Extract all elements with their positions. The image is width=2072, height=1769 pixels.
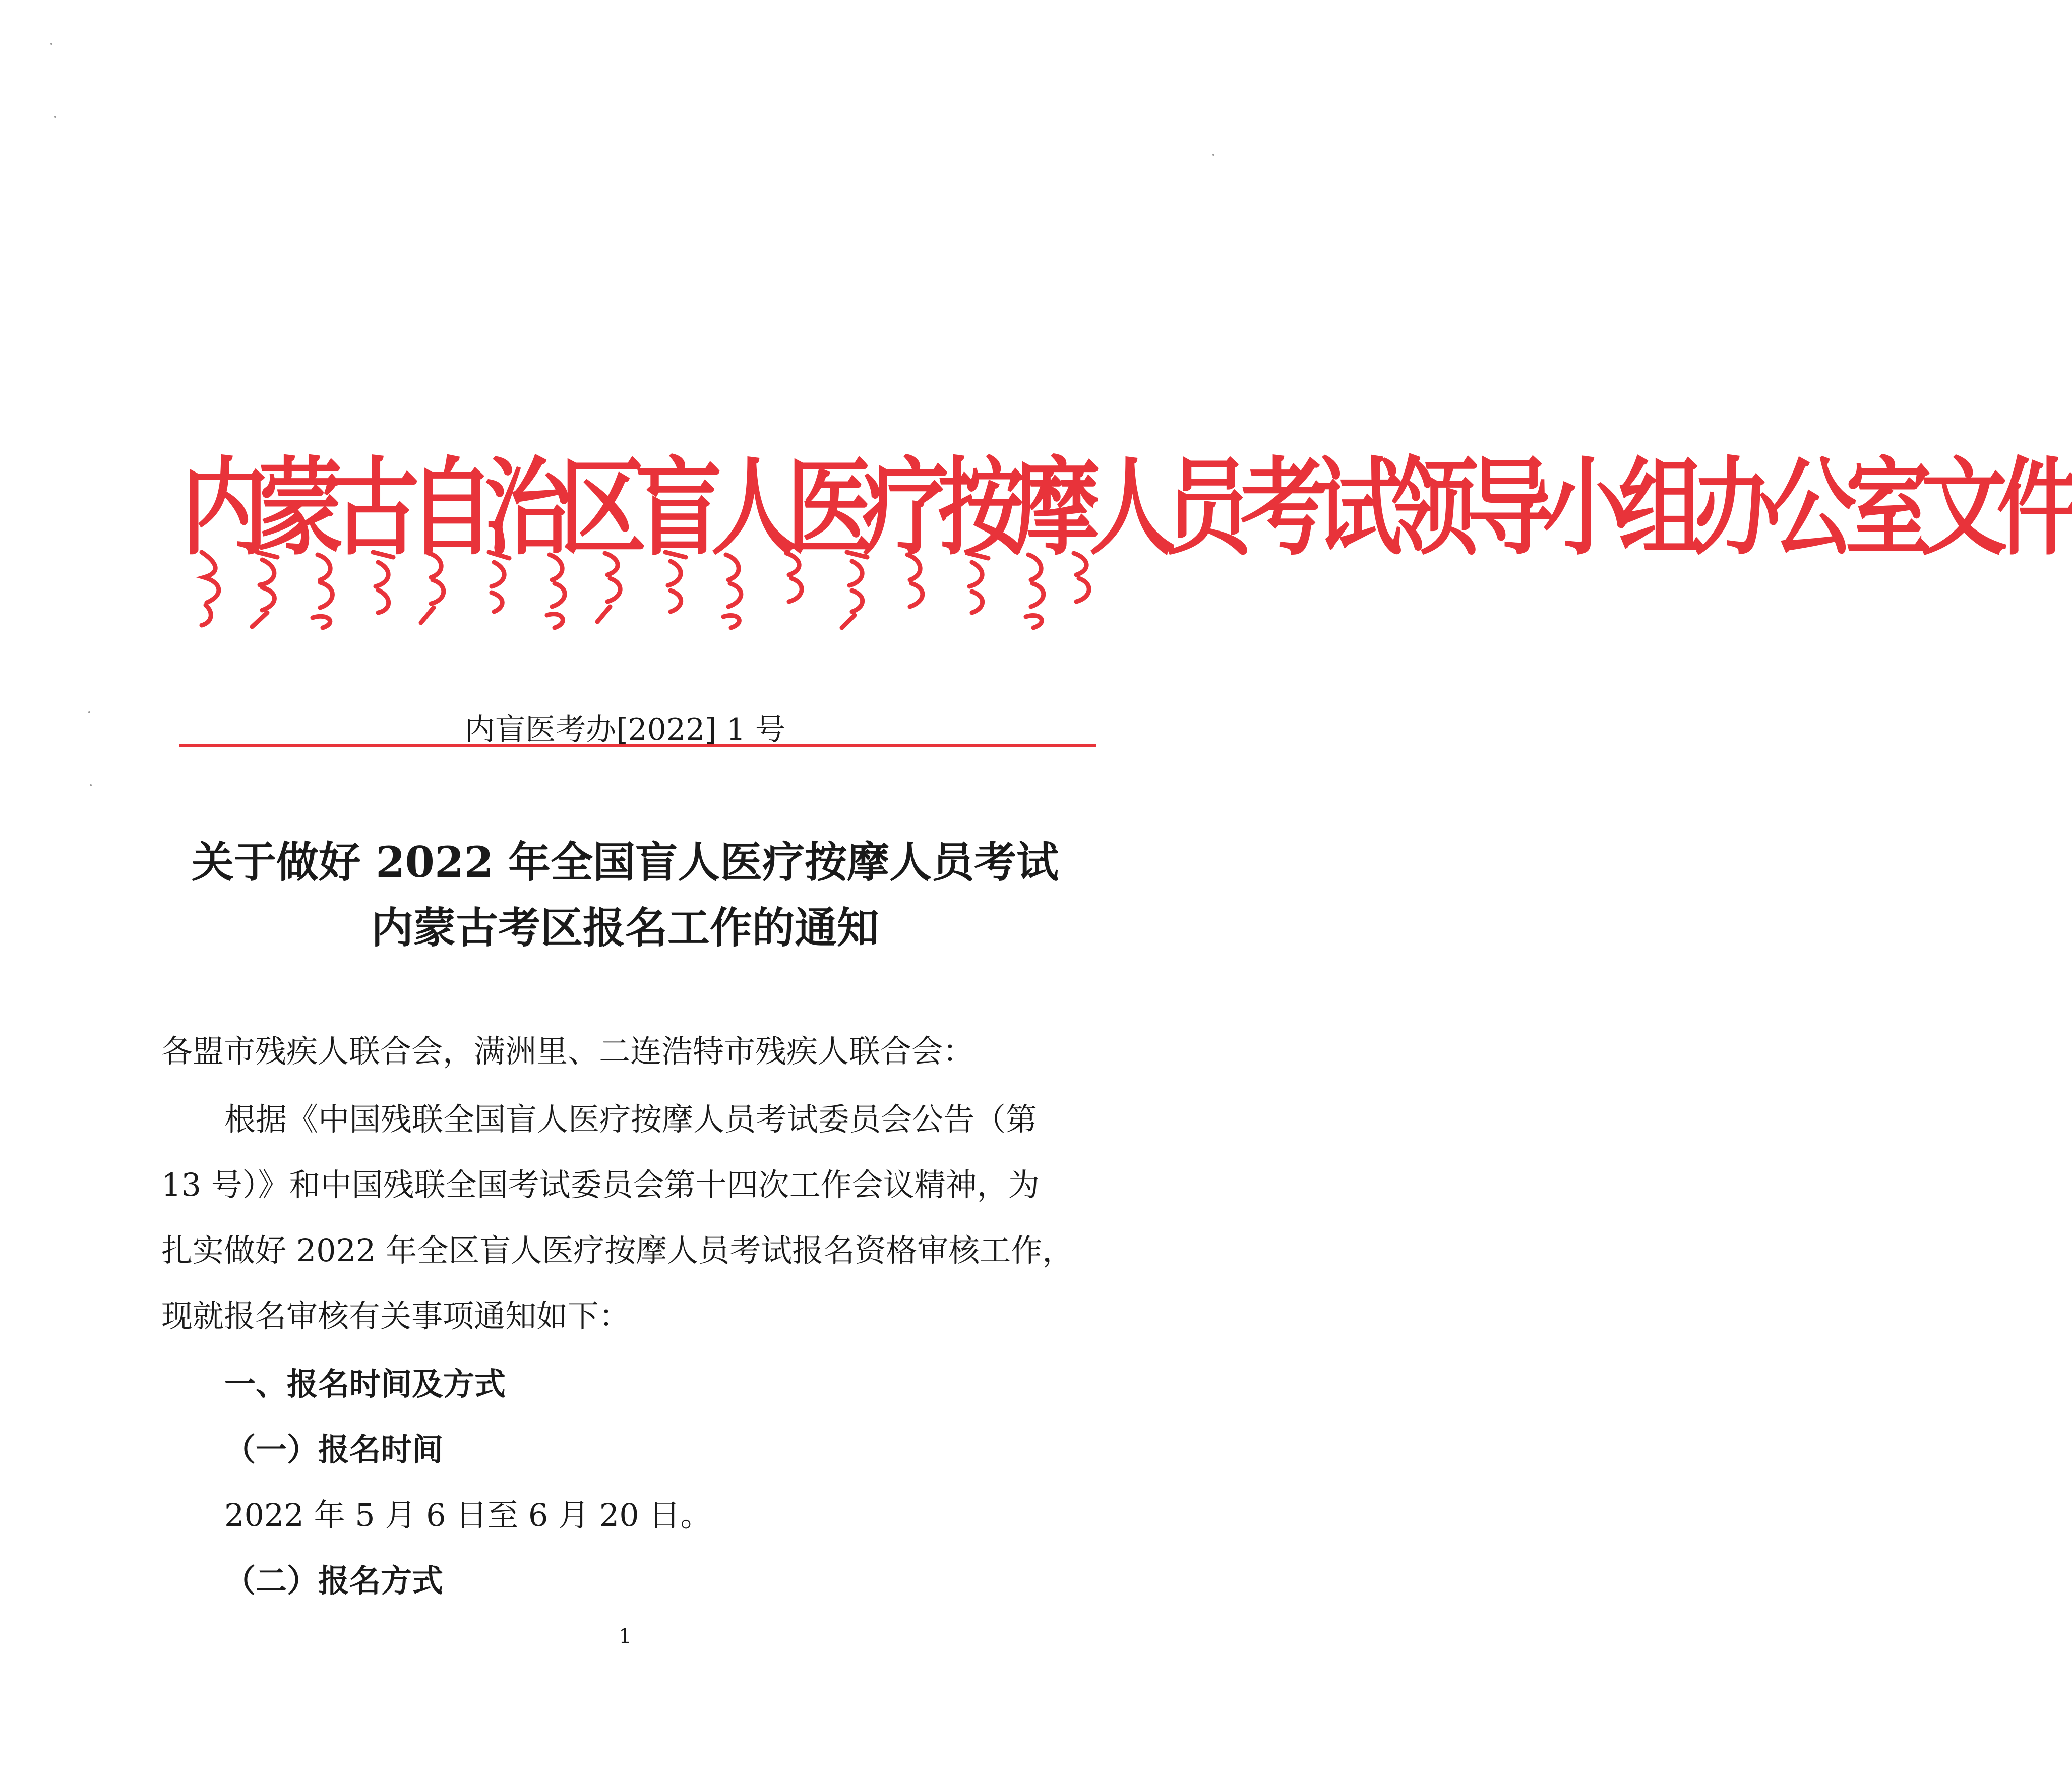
- section-heading: 一、报名时间及方式: [224, 1366, 506, 1402]
- red-divider-line: [179, 744, 1096, 747]
- subsection-heading: （二）报名方式: [224, 1562, 444, 1599]
- notice-title-line-2: 内蒙古考区报名工作的通知: [371, 903, 879, 953]
- scan-speck: [54, 116, 56, 118]
- registration-dates: 2022 年 5 月 6 日至 6 月 20 日。: [224, 1497, 712, 1534]
- notice-title-line-1: 关于做好 2022 年全国盲人医疗按摩人员考试: [191, 837, 1059, 887]
- subsection-heading: （一）报名时间: [224, 1431, 444, 1468]
- scan-speck: [90, 784, 92, 786]
- paragraph-line: 现就报名审核有关事项通知如下：: [161, 1298, 631, 1334]
- paragraph-line: 扎实做好 2022 年全区盲人医疗按摩人员考试报名资格审核工作，: [161, 1232, 1074, 1269]
- paragraph-line: 13 号）》和中国残联全国考试委员会第十四次工作会议精神，为: [161, 1166, 1040, 1203]
- scan-speck: [1212, 154, 1214, 156]
- salutation: 各盟市残疾人联合会，满洲里、二连浩特市残疾人联合会：: [161, 1033, 974, 1070]
- issuing-organization-title: 内蒙古自治区盲人医疗按摩人员考试领导小组办公室文件: [181, 446, 2072, 570]
- page-number: 1: [619, 1625, 632, 1648]
- scan-speck: [50, 43, 52, 45]
- mongolian-script-header: [192, 547, 1099, 633]
- document-number: 内盲医考办[2022] 1 号: [465, 712, 785, 747]
- paragraph-line: 根据《中国残联全国盲人医疗按摩人员考试委员会公告（第: [224, 1101, 1038, 1138]
